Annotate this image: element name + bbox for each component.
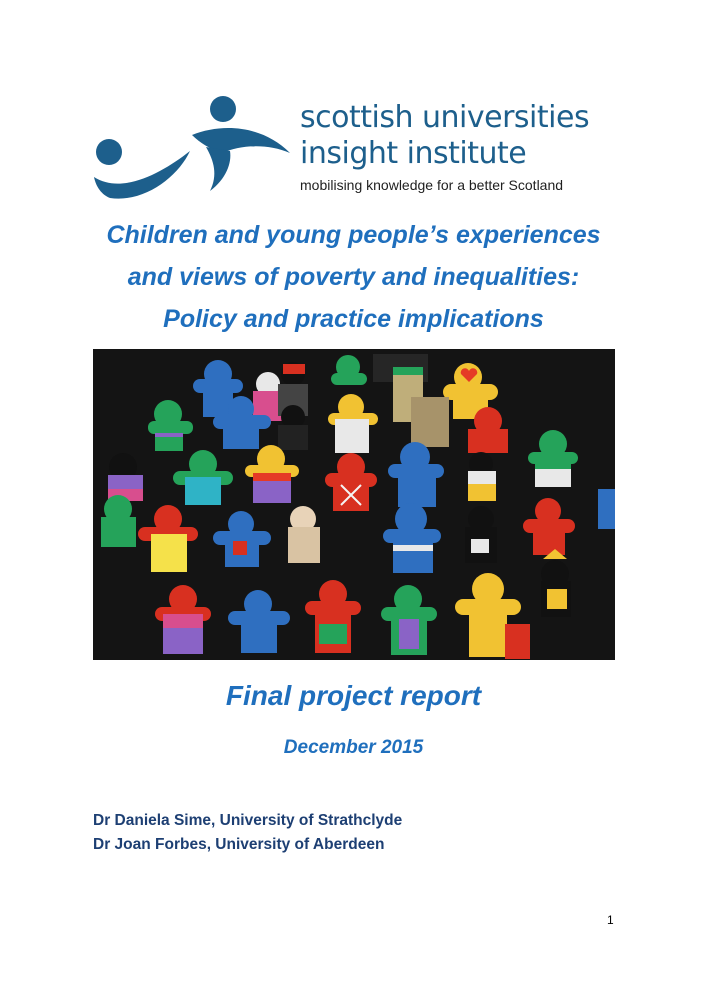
title-line: Policy and practice implications [163,305,544,333]
final-report-heading: Final project report [225,680,482,711]
authors-block [93,809,402,857]
title-line: Children and young people’s experiences [106,221,601,249]
logo-text-line2: insight institute [300,136,527,171]
puppet [465,506,497,563]
logo-tagline: mobilising knowledge for a better Scotland [300,177,564,193]
puppet [468,452,496,501]
report-date: December 2015 [283,737,424,758]
title-line: and views of poverty and inequalities: [127,263,580,291]
institute-logo [92,95,612,205]
report-title-block [40,214,667,340]
author-line: Dr Daniela Sime, University of Strathclyde [93,812,403,829]
puppet [411,397,449,447]
puppets-illustration [93,349,615,660]
puppet [288,506,320,563]
author-line: Dr Joan Forbes, University of Aberdeen [93,836,385,853]
page-number: 1 [607,913,614,927]
logo-text-line1: scottish universities [300,100,590,135]
puppets-photo [93,349,615,660]
puppet [278,405,308,450]
logo-figures-icon [92,95,292,205]
puppet [598,489,615,529]
